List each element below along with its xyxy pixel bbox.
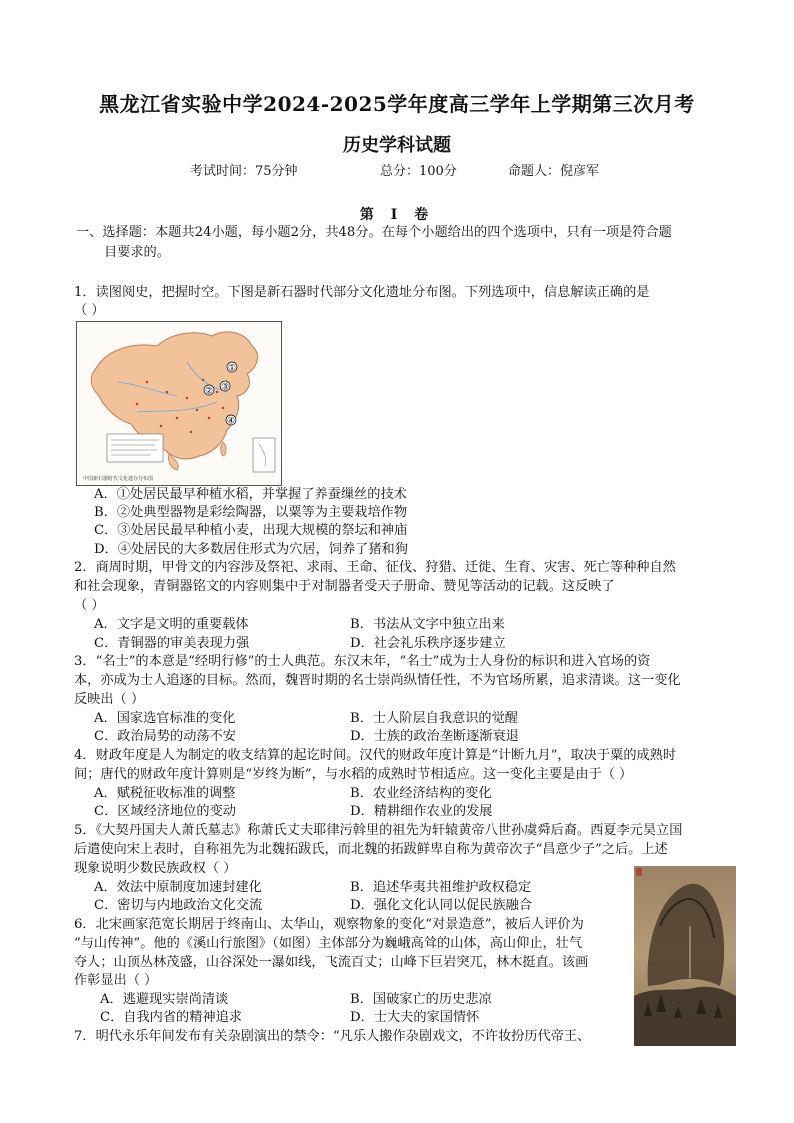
exam-author: 命题人：倪彦军: [508, 164, 600, 179]
map-marker-4: ④: [226, 416, 236, 427]
q2-option-d: D．社会礼乐秩序逐步建立: [350, 636, 506, 651]
q6-option-c: C．自我内省的精神追求: [100, 1010, 242, 1025]
q5-option-d: D．强化文化认同以促民族融合: [350, 898, 533, 913]
q5-option-b: B．追述华夷共祖维护政权稳定: [350, 880, 532, 895]
q6-option-d: D．士大夫的家国情怀: [350, 1010, 480, 1025]
map-inset-south-sea: [253, 438, 275, 472]
q1-option-a: A．①处居民最早种植水稻，并掌握了养蚕缫丝的技术: [94, 487, 407, 502]
map-marker-2: ②: [204, 386, 214, 397]
exam-time: 考试时间：75分钟: [190, 164, 298, 179]
q5-stem-line1: 5．《大契丹国夫人萧氏墓志》称萧氏丈夫耶律污斡里的祖先为轩辕黄帝八世孙虞舜后裔。西夏李元昊立国: [74, 823, 683, 838]
map-marker-3: ③: [220, 382, 230, 393]
q4-option-d: D．精耕细作农业的发展: [350, 804, 493, 819]
instructions-line1: 一、选择题：本题共24小题，每小题2分，共48分。在每个小题给出的四个选项中，只有一项是符合题: [76, 225, 672, 240]
section-label: 第 Ⅰ 卷: [359, 207, 435, 223]
q4-option-c: C．区域经济地位的变动: [94, 804, 236, 819]
instructions-line2: 目要求的。: [104, 245, 170, 260]
q2-option-c: C．青铜器的审美表现力强: [94, 636, 250, 651]
exam-title: 黑龙江省实验中学2024-2025学年度高三学年上学期第三次月考: [99, 92, 695, 116]
q3-stem-line2: 本，亦成为士人追逐的目标。然而，魏晋时期的名士崇尚纵情任性，不为官场所累，追求清谈。这一变化: [74, 673, 681, 688]
q3-option-c: C．政治局势的动荡不安: [94, 729, 236, 744]
travelers-painting-figure: [634, 866, 736, 1046]
exam-subtitle: 历史学科试题: [343, 135, 451, 156]
q1-option-c: C．③处居民最早种植小麦，出现大规模的祭坛和神庙: [94, 523, 408, 538]
painting-illustration: [634, 866, 736, 1046]
q6-stem-line2: “与山传神”。他的《溪山行旅图》（如图）主体部分为巍峨高耸的山体，高山仰止，壮气: [74, 936, 583, 951]
q5-option-a: A．效法中原制度加速封建化: [94, 880, 262, 895]
q6-stem-line4: 作彰显出（ ）: [74, 973, 158, 988]
q3-option-b: B．士人阶层自我意识的觉醒: [350, 711, 518, 726]
q4-stem-line1: 4．财政年度是人为制定的收支结算的起讫时间。汉代的财政年度计算是“计断九月”，取决于粟的成熟时: [74, 748, 677, 763]
q1-stem-line1: 1．读图阅史，把握时空。下图是新石器时代部分文化遗址分布图。下列选项中，信息解读正确的是: [74, 285, 650, 300]
q4-option-a: A．赋税征收标准的调整: [94, 786, 236, 801]
q3-stem-line3: 反映出（ ）: [74, 692, 145, 707]
neolithic-map-figure: [76, 321, 282, 486]
q2-option-b: B．书法从文字中独立出来: [350, 617, 505, 632]
q2-stem-line3: （ ）: [74, 598, 105, 613]
exam-info: [190, 160, 599, 179]
q4-option-b: B．农业经济结构的变化: [350, 786, 492, 801]
q1-stem-line2: （ ）: [74, 303, 105, 318]
q3-option-a: A．国家选官标准的变化: [94, 711, 236, 726]
q6-stem-line3: 夺人；山顶丛林茂盛，山谷深处一瀑如线，飞流百丈；山峰下巨岩突兀，林木挺直。该画: [74, 955, 589, 970]
q6-option-a: A．逃避现实崇尚清谈: [100, 992, 229, 1007]
q3-stem-line1: 3．“名士”的本意是“经明行修”的士人典范。东汉末年，“名士”成为士人身份的标识和进入官场的资: [74, 654, 651, 669]
q2-stem-line1: 2．商周时期，甲骨文的内容涉及祭祀、求雨、王命、征伐、狩猎、迁徙、生育、灾害、死亡等种种自然: [74, 560, 676, 575]
q3-option-d: D．士族的政治垄断逐渐衰退: [350, 729, 519, 744]
q2-stem-line2: 和社会现象，青铜器铭文的内容则集中于对制器者受天子册命、赞见等活动的记载。这反映了: [74, 579, 615, 594]
map-marker-1: ①: [227, 363, 237, 374]
q5-option-c: C．密切与内地政治文化交流: [94, 898, 263, 913]
q2-option-a: A．文字是文明的重要载体: [94, 617, 249, 632]
q1-option-d: D．④处居民的大多数居住形式为穴居，饲养了猪和狗: [94, 542, 408, 557]
q7-stem-line1: 7．明代永乐年间发布有关杂剧演出的禁令：“凡乐人搬作杂剧戏文，不许妆扮历代帝王、: [74, 1029, 591, 1044]
exam-score: 总分：100分: [380, 164, 457, 179]
q5-stem-line2: 后遣使向宋上表时，自称祖先为北魏拓跋氏，而北魏的拓跋鲜卑自称为黄帝次子“昌意少子”之后。上述: [74, 842, 668, 857]
map-legend-box: [107, 434, 163, 462]
q5-stem-line3: 现象说明少数民族政权（ ）: [74, 861, 237, 876]
china-map-illustration: [77, 322, 281, 485]
map-caption: 中国新石器时代文化遗存分布图: [83, 476, 154, 482]
q6-option-b: B．国破家亡的历史悲凉: [350, 992, 492, 1007]
q4-stem-line2: 间；唐代的财政年度计算则是“岁终为断”，与水稻的成熟时节相适应。这一变化主要是由于（ ）: [74, 767, 633, 782]
q6-stem-line1: 6．北宋画家范宽长期居于终南山、太华山，观察物象的变化“对景造意”，被后人评价为: [74, 917, 584, 932]
q1-option-b: B．②处典型器物是彩绘陶器，以粟等为主要栽培作物: [94, 505, 408, 520]
